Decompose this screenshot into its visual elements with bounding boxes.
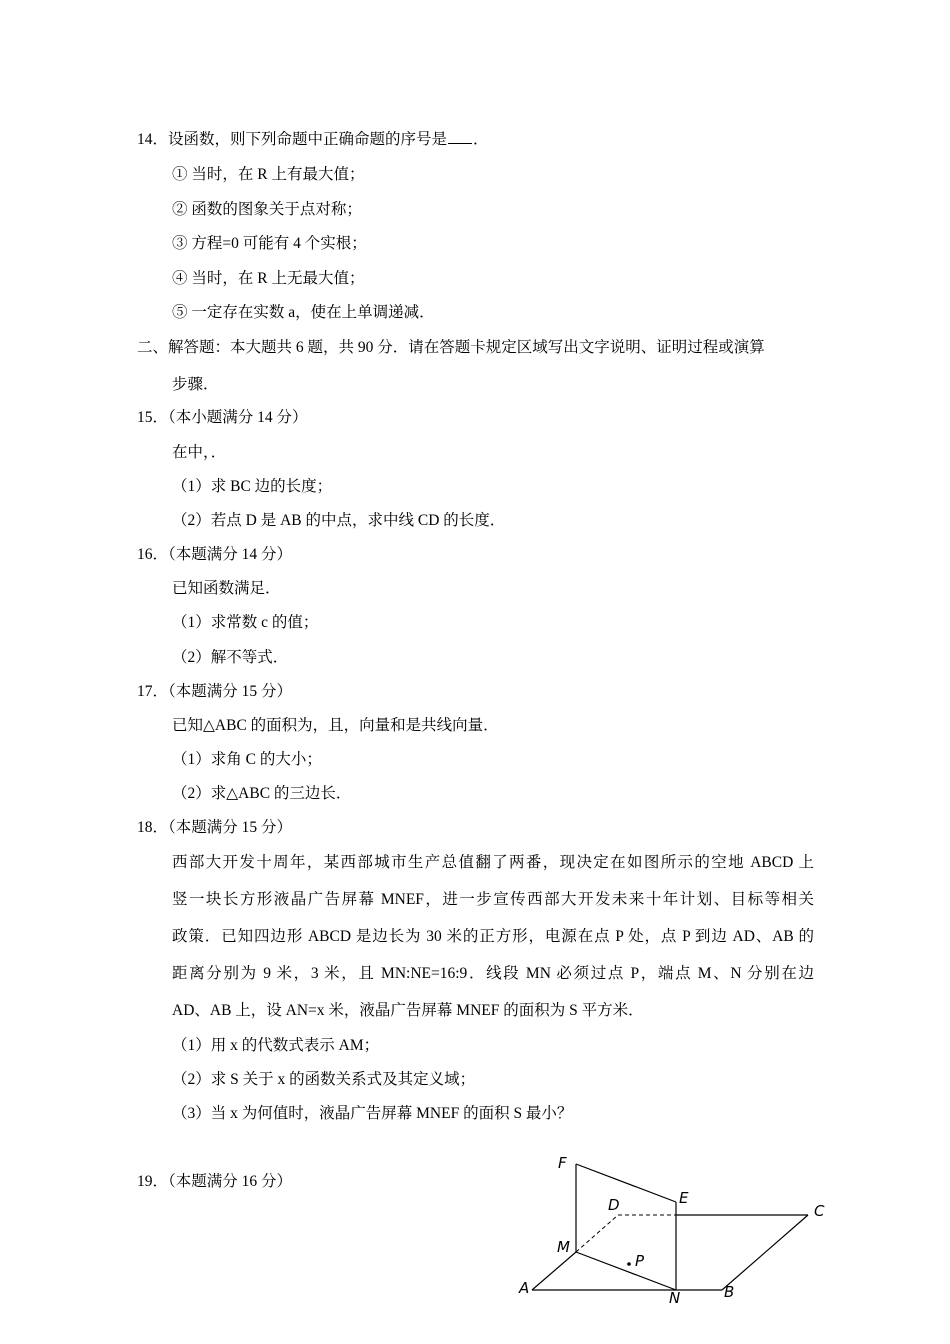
edge-FE — [576, 1164, 676, 1202]
q16-part-2: （2）解不等式． — [172, 649, 289, 666]
label-A: A — [519, 1279, 530, 1297]
q18-body-line-2: 竖一块长方形液晶广告屏幕 MNEF，进一步宣传西部大开发未来十年计划、目标等相关 — [172, 891, 814, 908]
point-P — [627, 1262, 631, 1266]
q17-part-2: （2）求△ABC 的三边长． — [172, 785, 352, 802]
q15-part-2: （2）若点 D 是 AB 的中点，求中线 CD 的长度． — [172, 512, 506, 529]
q14-option-5: ⑤ 一定存在实数 a，使在上单调递减． — [172, 304, 435, 321]
q17-part-1: （1）求角 C 的大小； — [172, 751, 322, 768]
q19-score: （本题满分 16 分） — [168, 1173, 293, 1190]
q18-body-line-4: 距离分别为 9 米，3 米，且 MN:NE=16:9．线段 MN 必须过点 P，端点 M、N 分别在边 — [172, 965, 814, 982]
q18-part-3: （3）当 x 为何值时，液晶广告屏幕 MNEF 的面积 S 最小？ — [172, 1105, 573, 1122]
edge-MN — [576, 1252, 676, 1290]
q16-score: （本题满分 14 分） — [168, 546, 293, 563]
section2-heading-cont: 步骤． — [172, 376, 219, 393]
q17-score: （本题满分 15 分） — [168, 683, 293, 700]
q14-stem: 设函数，则下列命题中正确命题的序号是 — [168, 131, 448, 148]
q18-body-line-3: 政策．已知四边形 ABCD 是边长为 30 米的正方形，电源在点 P 处，点 P 到边 AD、AB 的 — [172, 928, 814, 945]
q16-stem: 已知函数满足． — [172, 580, 281, 597]
q18-number: 18． — [137, 819, 169, 836]
q17-stem: 已知△ABC 的面积为，且，向量和是共线向量． — [172, 717, 499, 734]
q19-number: 19． — [137, 1173, 169, 1190]
edge-AM — [532, 1252, 576, 1290]
q14-stem-end: ． — [473, 131, 489, 148]
q14-number: 14． — [137, 131, 169, 148]
q14-option-4: ④ 当时，在 R 上无最大值； — [172, 270, 365, 287]
q14-option-1: ① 当时，在 R 上有最大值； — [172, 166, 365, 183]
q17-number: 17． — [137, 683, 169, 700]
q18-body-line-1: 西部大开发十周年，某西部城市生产总值翻了两番，现决定在如图所示的空地 ABCD 上 — [172, 854, 814, 871]
q16-number: 16． — [137, 546, 169, 563]
q15-part-1: （1）求 BC 边的长度； — [172, 478, 333, 495]
label-P: P — [635, 1252, 645, 1270]
q15-number: 15． — [137, 409, 169, 426]
q14-option-3: ③ 方程=0 可能有 4 个实根； — [172, 235, 367, 252]
q15-stem: 在中，． — [172, 444, 227, 461]
label-N: N — [669, 1289, 681, 1307]
q14-option-2: ② 函数的图象关于点对称； — [172, 201, 362, 218]
section2-heading: 二、解答题：本大题共 6 题，共 90 分．请在答题卡规定区域写出文字说明、证明过程或演算 — [137, 339, 765, 356]
label-M: M — [557, 1238, 570, 1256]
edge-BC — [722, 1215, 808, 1290]
q18-part-2: （2）求 S 关于 x 的函数关系式及其定义域； — [172, 1071, 476, 1088]
q18-score: （本题满分 15 分） — [168, 819, 293, 836]
label-B: B — [724, 1283, 735, 1301]
label-E: E — [679, 1189, 689, 1207]
label-F: F — [558, 1154, 567, 1172]
q18-part-1: （1）用 x 的代数式表示 AM； — [172, 1037, 380, 1054]
q18-body-line-5: AD、AB 上，设 AN=x 米，液晶广告屏幕 MNEF 的面积为 S 平方米． — [172, 1002, 644, 1019]
label-C: C — [814, 1202, 825, 1220]
q16-part-1: （1）求常数 c 的值； — [172, 614, 319, 631]
q15-score: （本小题满分 14 分） — [168, 409, 308, 426]
label-D: D — [608, 1196, 620, 1214]
edge-MD-hidden — [576, 1215, 618, 1252]
